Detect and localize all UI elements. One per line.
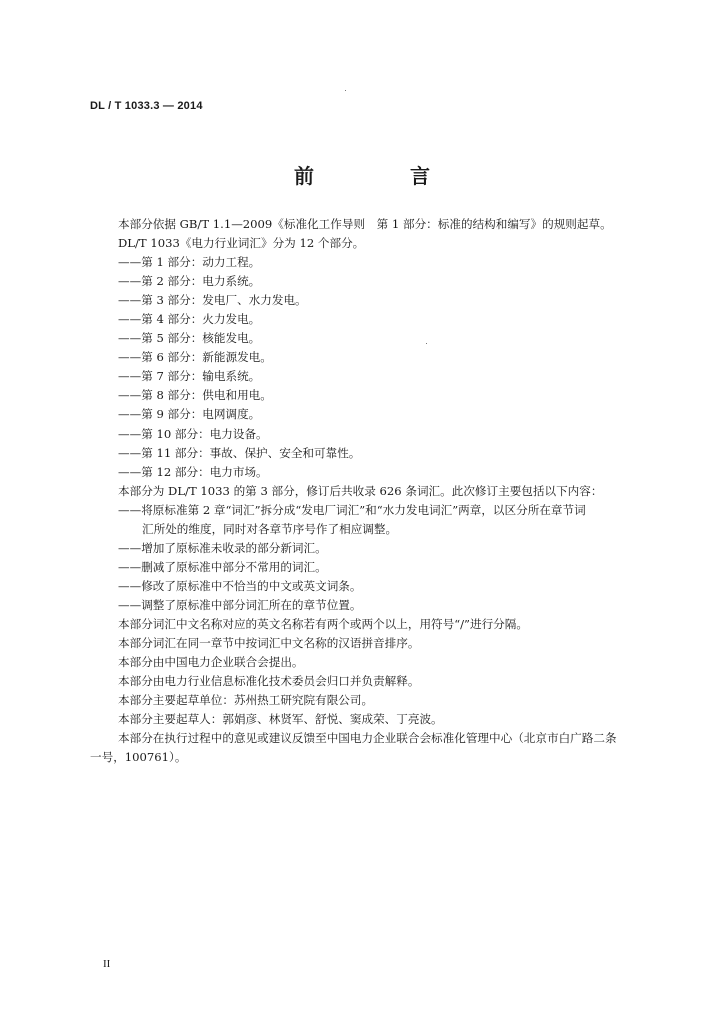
part-list-item: ——第 10 部分：电力设备。	[118, 426, 268, 441]
change-list-item: ——将原标准第 2 章“词汇”拆分成“发电厂词汇”和“水力发电词汇”两章，以区分所在章节词	[118, 502, 586, 517]
paragraph-feedback-continuation: 一号，100761）。	[90, 750, 187, 765]
paragraph-proposed-by: 本部分由中国电力企业联合会提出。	[118, 655, 304, 670]
paragraph-separator-note: 本部分词汇中文名称对应的英文名称若有两个或两个以上，用符号“/”进行分隔。	[118, 616, 528, 631]
page-title	[0, 160, 724, 189]
part-list-item: ——第 12 部分：电力市场。	[118, 464, 268, 479]
paragraph-series-parts: DL/T 1033《电力行业词汇》分为 12 个部分。	[118, 236, 365, 251]
paragraph-feedback: 本部分在执行过程中的意见或建议反馈至中国电力企业联合会标准化管理中心（北京市白广路二条	[118, 731, 617, 746]
document-code-header: DL / T 1033.3 — 2014	[90, 100, 203, 112]
part-list-item: ——第 9 部分：电网调度。	[118, 407, 261, 422]
change-list-item: ——删减了原标准中部分不常用的词汇。	[118, 559, 327, 574]
part-list-item: ——第 1 部分：动力工程。	[118, 255, 261, 270]
change-list-item: ——增加了原标准未收录的部分新词汇。	[118, 540, 327, 555]
paragraph-responsible-committee: 本部分由电力行业信息标准化技术委员会归口并负责解释。	[118, 674, 420, 689]
part-list-item: ——第 5 部分：核能发电。	[118, 331, 261, 346]
part-list-item: ——第 8 部分：供电和用电。	[118, 388, 272, 403]
part-list-item: ——第 4 部分：火力发电。	[118, 312, 261, 327]
paragraph-drafting-basis: 本部分依据 GB/T 1.1—2009《标准化工作导则 第 1 部分：标准的结构和编写》的规则起草。	[118, 217, 612, 231]
change-list-item: ——调整了原标准中部分词汇所在的章节位置。	[118, 597, 362, 612]
part-list-item: ——第 2 部分：电力系统。	[118, 274, 261, 289]
page-title-text: 前 言	[294, 164, 468, 188]
change-list-item: ——修改了原标准中不恰当的中文或英文词条。	[118, 578, 362, 593]
scan-speck	[345, 90, 346, 91]
paragraph-drafters: 本部分主要起草人：郭娟彦、林贤军、舒悦、窦成荣、丁亮波。	[118, 712, 443, 727]
paragraph-drafting-organization: 本部分主要起草单位：苏州热工研究院有限公司。	[118, 693, 374, 708]
paragraph-revision-summary: 本部分为 DL/T 1033 的第 3 部分，修订后共收录 626 条词汇。此次修订主要包括以下内容：	[118, 483, 603, 498]
part-list-item: ——第 11 部分：事故、保护、安全和可靠性。	[118, 445, 361, 460]
page-number: II	[103, 958, 111, 970]
part-list-item: ——第 6 部分：新能源发电。	[118, 350, 272, 365]
part-list-item: ——第 7 部分：输电系统。	[118, 369, 261, 384]
foreword-body	[90, 215, 675, 767]
paragraph-sort-order: 本部分词汇在同一章节中按词汇中文名称的汉语拼音排序。	[118, 636, 420, 651]
change-list-item-continuation: 汇所处的维度，同时对各章节序号作了相应调整。	[142, 521, 398, 536]
part-list-item: ——第 3 部分：发电厂、水力发电。	[118, 293, 307, 308]
